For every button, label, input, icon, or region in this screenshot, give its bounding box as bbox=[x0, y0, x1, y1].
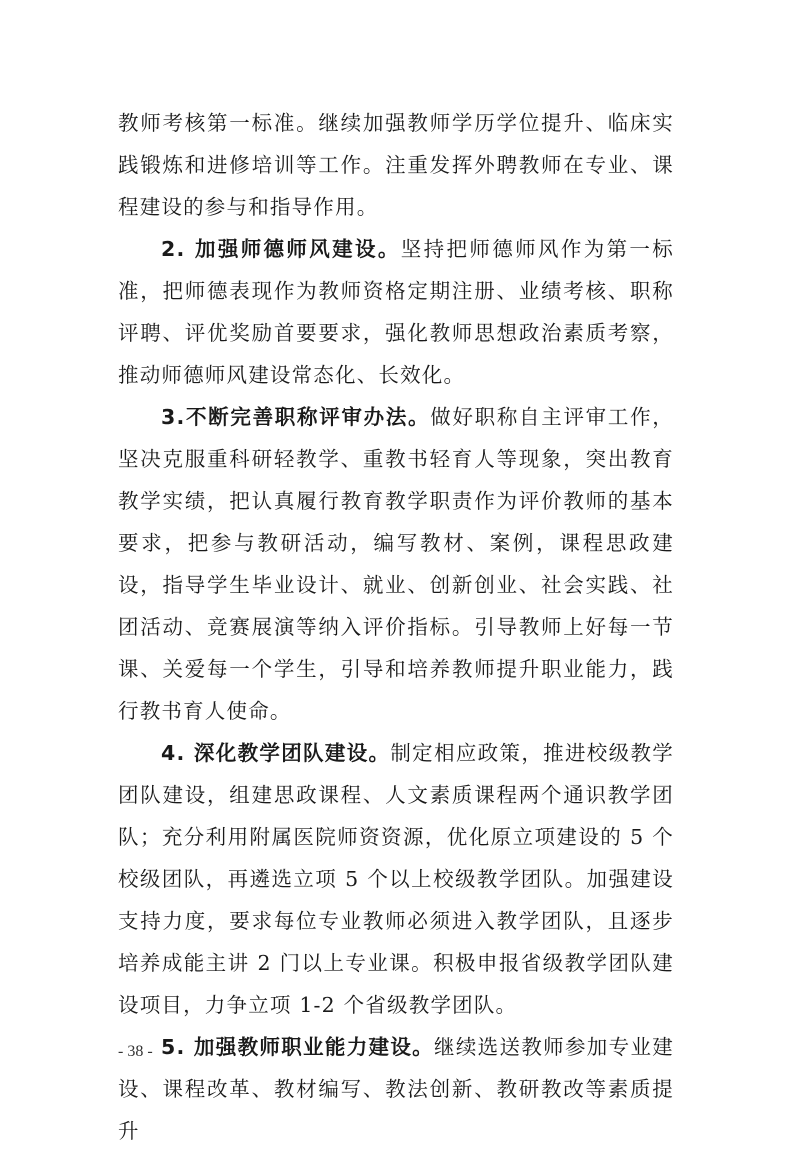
paragraph-teacher-ethics bbox=[118, 228, 674, 396]
paragraph-heading: 2. 加强师德师风建设。 bbox=[161, 237, 401, 261]
paragraph-continuation bbox=[118, 102, 674, 228]
paragraph-heading: 4. 深化教学团队建设。 bbox=[161, 741, 391, 765]
paragraph-title-evaluation bbox=[118, 396, 674, 732]
page-number: - 38 - bbox=[118, 1043, 153, 1060]
paragraph-text: 坚持把师德师风作为第一标准，把师德表现作为教师资格定期注册、业绩考核、职称评聘、评优奖励首要要求，强化教师思想政治素质考察，推动师德师风建设常态化、长效化。 bbox=[118, 237, 674, 387]
body-text bbox=[118, 102, 674, 1152]
paragraph-text: 教师考核第一标准。继续加强教师学历学位提升、临床实践锻炼和进修培训等工作。注重发挥外聘教师在专业、课程建设的参与和指导作用。 bbox=[118, 111, 674, 219]
paragraph-heading: 3.不断完善职称评审办法。 bbox=[161, 405, 431, 429]
paragraph-text: 做好职称自主评审工作，坚决克服重科研轻教学、重教书轻育人等现象，突出教育教学实绩，把认真履行教育教学职责作为评价教师的基本要求，把参与教研活动，编写教材、案例，课程思政建设，指导学生毕业设计、就业、创新创业、社会实践、社团活动、竞赛展演等纳入评价指标。引导教师上好每一节课、关爱每一个学生，引导和培养教师提升职业能力，践行教书育人使命。 bbox=[118, 405, 674, 723]
paragraph-heading: 5. 加强教师职业能力建设。 bbox=[161, 1035, 435, 1059]
paragraph-text: 继续选送教师参加专业建设、课程改革、教材编写、教法创新、教研教改等素质提升 bbox=[118, 1035, 674, 1143]
paragraph-text: 制定相应政策，推进校级教学团队建设，组建思政课程、人文素质课程两个通识教学团队；充分利用附属医院师资资源，优化原立项建设的 5 个校级团队，再遴选立项 5 个以上校级教学团队。加强建设支持力度，要求每位专业教师必须进入教学团队，且逐步培养成能主讲 2 门以上专业课。积极申报省级教学团队建设项目，力争立项 1-2 个省级教学团队。 bbox=[118, 741, 674, 1017]
paragraph-teaching-team bbox=[118, 732, 674, 1026]
